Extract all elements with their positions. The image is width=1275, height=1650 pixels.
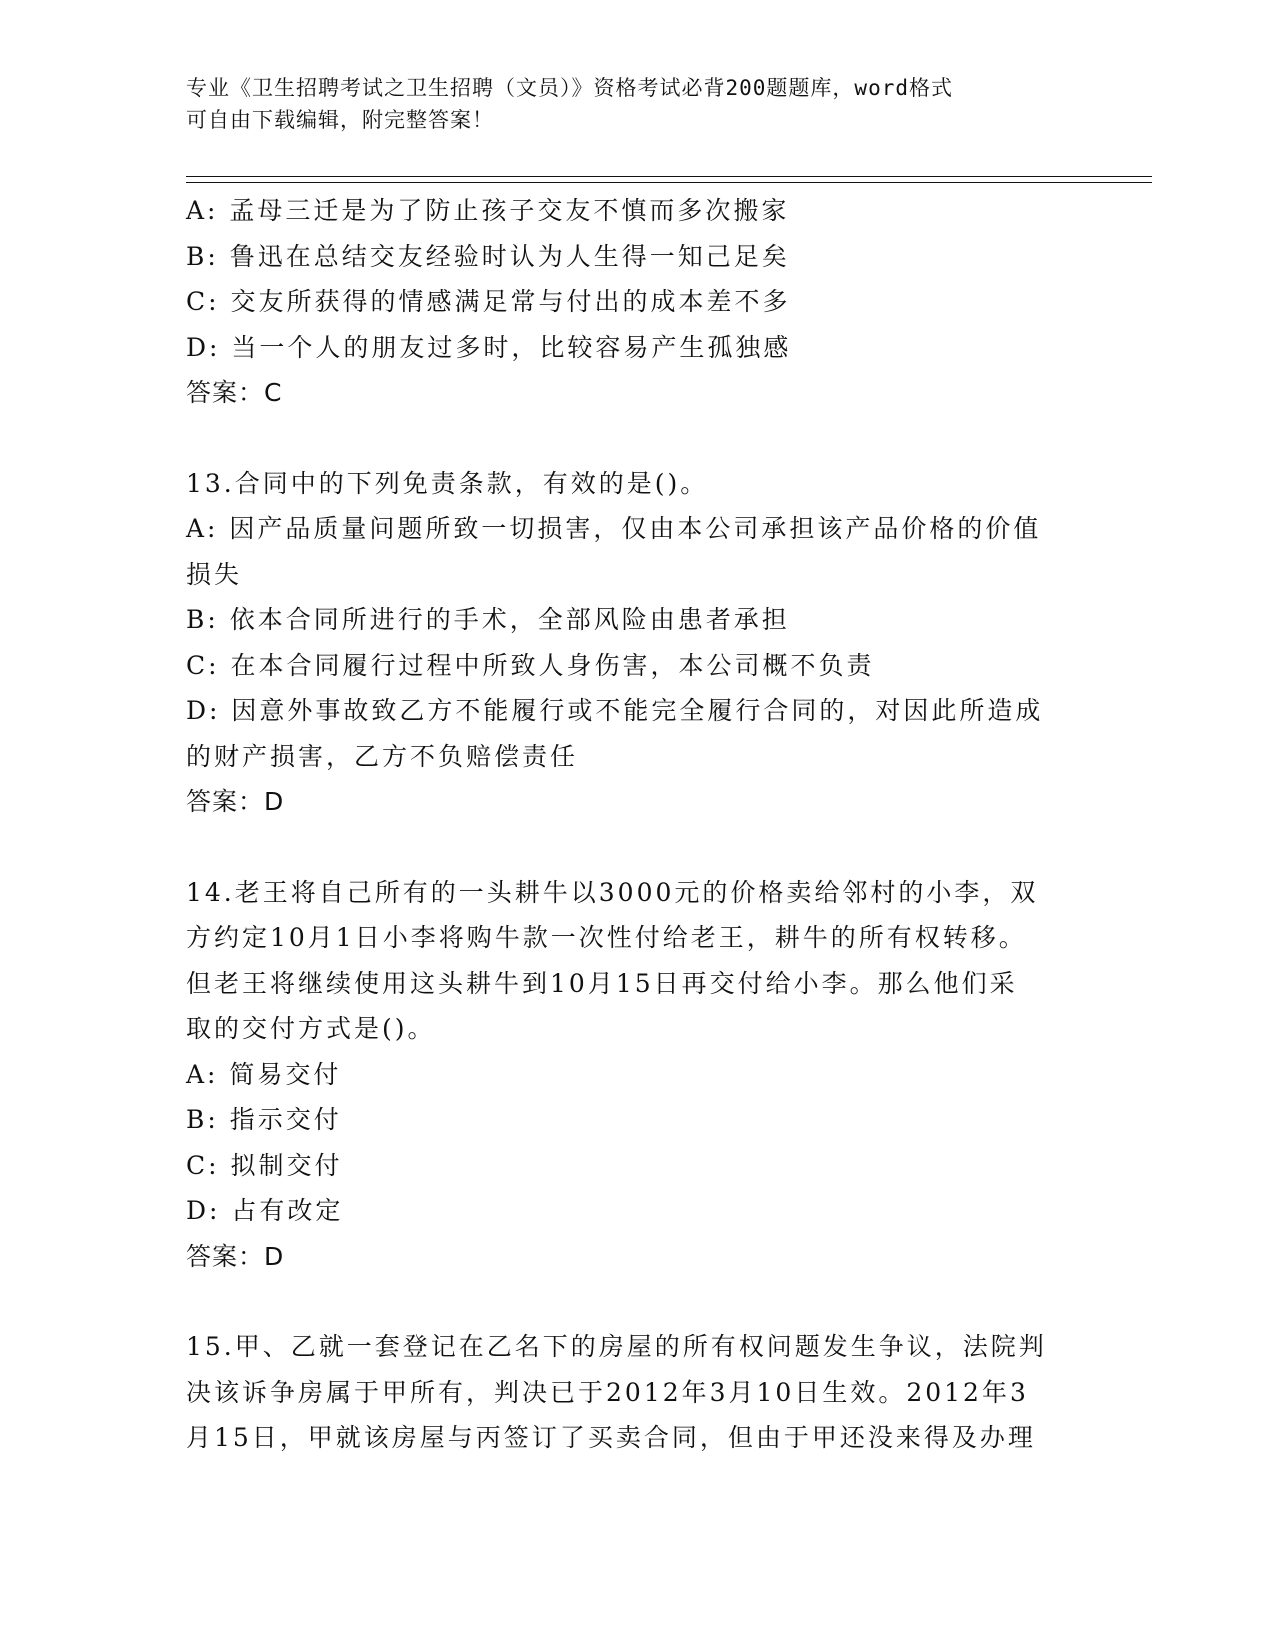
option-c: C: 拟制交付 (186, 1150, 343, 1180)
option-d: D: 因意外事故致乙方不能履行或不能完全履行合同的，对因此所造成 (186, 696, 1044, 725)
question-stem-line-2: 决该诉争房属于甲所有，判决已于2012年3月10日生效。2012年3 (186, 1377, 1029, 1407)
header-rule-top (186, 176, 1152, 177)
option-d-cont: 的财产损害，乙方不负赔偿责任 (186, 741, 579, 771)
question-list (186, 188, 1086, 1461)
option-b: B: 依本合同所进行的手术，全部风险由患者承担 (186, 605, 790, 634)
question-stem-line-3: 但老王将继续使用这头耕牛到10月15日再交付给小李。那么他们采 (186, 968, 1018, 998)
option-b: B: 指示交付 (186, 1105, 342, 1134)
header-rule-bottom (186, 182, 1152, 183)
question-15 (186, 1324, 1086, 1461)
answer: 答案：D (186, 1241, 285, 1271)
option-a: A: 简易交付 (186, 1059, 342, 1089)
option-c: C: 在本合同履行过程中所致人身伤害，本公司概不负责 (186, 650, 875, 680)
question-13 (186, 461, 1086, 825)
question-14 (186, 870, 1086, 1280)
option-d: D: 占有改定 (186, 1196, 344, 1225)
option-d: D: 当一个人的朋友过多时，比较容易产生孤独感 (186, 332, 792, 362)
answer: 答案：D (186, 787, 285, 816)
option-c: C: 交友所获得的情感满足常与付出的成本差不多 (186, 287, 791, 316)
document-header (186, 72, 1066, 136)
question-stem-line-3: 月15日，甲就该房屋与丙签订了买卖合同，但由于甲还没来得及办理 (186, 1423, 1036, 1452)
option-a: A: 因产品质量问题所致一切损害，仅由本公司承担该产品价格的价值 (186, 514, 1042, 543)
answer: 答案：C (186, 378, 283, 407)
question-stem-line-1: 14.老王将自己所有的一头耕牛以3000元的价格卖给邻村的小李，双 (186, 877, 1039, 907)
question-12 (186, 188, 1086, 416)
question-stem: 13.合同中的下列免责条款，有效的是()。 (186, 468, 709, 498)
option-b: B: 鲁迅在总结交友经验时认为人生得一知己足矣 (186, 241, 790, 271)
header-line-2: 可自由下载编辑，附完整答案！ (186, 108, 494, 132)
question-stem-line-2: 方约定10月1日小李将购牛款一次性付给老王，耕牛的所有权转移。 (186, 923, 1027, 952)
question-stem-line-1: 15.甲、乙就一套登记在乙名下的房屋的所有权问题发生争议，法院判 (186, 1332, 1047, 1361)
option-a-cont: 损失 (186, 559, 243, 589)
header-line-1: 专业《卫生招聘考试之卫生招聘（文员）》资格考试必背200题题库，word格式 (186, 76, 953, 100)
option-a: A: 孟母三迁是为了防止孩子交友不慎而多次搬家 (186, 196, 790, 225)
question-stem-line-4: 取的交付方式是()。 (186, 1014, 436, 1043)
